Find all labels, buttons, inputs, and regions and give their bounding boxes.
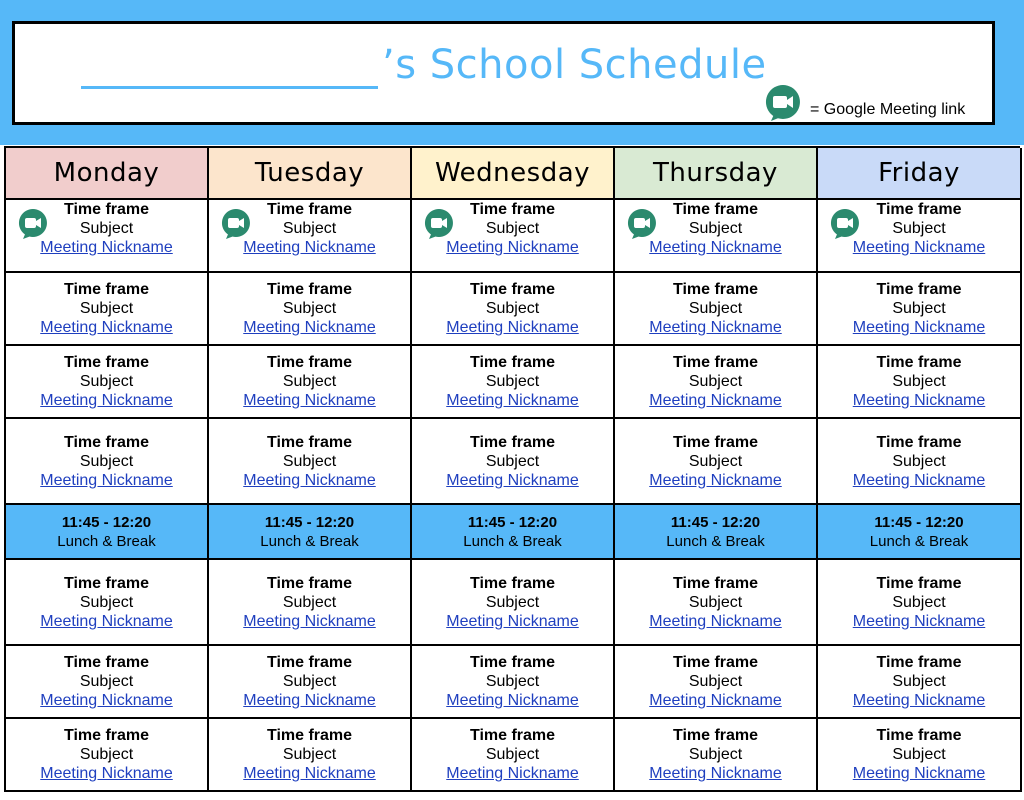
slot-content <box>446 433 579 490</box>
slot-content <box>40 433 173 490</box>
schedule-slot <box>6 419 209 505</box>
meeting-link[interactable]: Meeting Nickname <box>40 471 173 489</box>
meeting-link[interactable]: Meeting Nickname <box>40 765 173 782</box>
meeting-link[interactable]: Meeting Nickname <box>852 239 986 256</box>
schedule-slot <box>209 560 412 646</box>
schedule-slot <box>6 273 209 346</box>
meeting-link[interactable]: Meeting Nickname <box>852 392 986 409</box>
lunch-label: Lunch & Break <box>260 532 359 550</box>
slot-content <box>243 574 376 631</box>
time-frame: Time frame <box>63 354 150 371</box>
schedule-slot <box>818 646 1022 719</box>
schedule-slot <box>6 719 209 792</box>
title-box <box>12 21 995 125</box>
time-frame: Time frame <box>63 201 150 218</box>
time-frame: Time frame <box>876 354 962 371</box>
meeting-link[interactable]: Meeting Nickname <box>446 239 579 256</box>
time-frame: Time frame <box>469 354 556 371</box>
subject: Subject <box>485 673 540 690</box>
lunch-cell <box>615 505 818 560</box>
schedule-slot <box>209 419 412 505</box>
google-meet-icon <box>765 84 801 122</box>
subject: Subject <box>688 746 743 763</box>
time-frame: Time frame <box>266 574 353 592</box>
subject: Subject <box>485 300 540 317</box>
meeting-link[interactable]: Meeting Nickname <box>649 239 782 256</box>
time-frame: Time frame <box>266 201 353 218</box>
schedule-slot <box>6 560 209 646</box>
meeting-link[interactable]: Meeting Nickname <box>649 319 782 336</box>
slot-content <box>243 433 376 490</box>
meeting-link[interactable]: Meeting Nickname <box>243 471 376 489</box>
schedule-slot <box>818 346 1022 419</box>
subject: Subject <box>892 373 946 390</box>
meeting-link[interactable]: Meeting Nickname <box>852 692 986 709</box>
schedule-slot <box>818 200 1022 273</box>
slot-content <box>649 726 782 783</box>
meeting-link[interactable]: Meeting Nickname <box>649 471 782 489</box>
time-frame: Time frame <box>876 654 962 671</box>
name-blank-line <box>81 86 378 89</box>
time-frame: Time frame <box>672 281 759 298</box>
day-header-label: Monday <box>53 158 160 188</box>
meeting-link[interactable]: Meeting Nickname <box>852 612 986 630</box>
meeting-link[interactable]: Meeting Nickname <box>243 692 376 709</box>
day-header-label: Wednesday <box>434 158 591 188</box>
lunch-label: Lunch & Break <box>869 532 969 550</box>
day-header-wednesday <box>412 148 615 200</box>
meeting-link[interactable]: Meeting Nickname <box>243 392 376 409</box>
schedule-slot <box>615 419 818 505</box>
schedule-slot <box>615 719 818 792</box>
subject: Subject <box>282 746 337 763</box>
time-frame: Time frame <box>469 727 556 744</box>
time-frame: Time frame <box>876 574 962 592</box>
subject: Subject <box>892 300 946 317</box>
lunch-time: 11:45 - 12:20 <box>670 513 761 531</box>
google-meet-icon[interactable] <box>221 208 251 240</box>
time-frame: Time frame <box>266 281 353 298</box>
meeting-link[interactable]: Meeting Nickname <box>649 765 782 782</box>
day-header-label: Thursday <box>653 158 778 188</box>
lunch-time: 11:45 - 12:20 <box>61 513 152 531</box>
time-frame: Time frame <box>876 281 962 298</box>
subject: Subject <box>79 593 134 611</box>
slot-content <box>853 200 986 257</box>
day-header-thursday <box>615 148 818 200</box>
subject: Subject <box>485 373 540 390</box>
meeting-link[interactable]: Meeting Nickname <box>243 612 376 630</box>
slot-content <box>649 433 782 490</box>
day-header-friday <box>818 148 1022 200</box>
meeting-link[interactable]: Meeting Nickname <box>40 392 173 409</box>
schedule-slot <box>615 346 818 419</box>
meeting-link[interactable]: Meeting Nickname <box>243 765 376 782</box>
schedule-slot <box>209 646 412 719</box>
time-frame: Time frame <box>672 354 759 371</box>
meeting-link[interactable]: Meeting Nickname <box>243 319 376 336</box>
meeting-link[interactable]: Meeting Nickname <box>243 239 376 256</box>
subject: Subject <box>485 746 540 763</box>
slot-content <box>853 433 986 490</box>
subject: Subject <box>892 673 946 690</box>
time-frame: Time frame <box>672 654 759 671</box>
slot-content <box>243 726 376 783</box>
meeting-link[interactable]: Meeting Nickname <box>649 692 782 709</box>
meeting-link[interactable]: Meeting Nickname <box>446 692 579 709</box>
subject: Subject <box>79 452 134 470</box>
subject: Subject <box>892 746 946 763</box>
time-frame: Time frame <box>266 433 353 451</box>
schedule-slot <box>412 273 615 346</box>
google-meet-icon[interactable] <box>627 208 657 240</box>
slot-content <box>853 353 986 410</box>
meeting-link[interactable]: Meeting Nickname <box>446 319 579 336</box>
day-header-label: Friday <box>878 158 960 188</box>
legend-text: = Google Meeting link <box>810 101 966 118</box>
subject: Subject <box>282 452 337 470</box>
subject: Subject <box>688 300 743 317</box>
lunch-cell <box>412 505 615 560</box>
time-frame: Time frame <box>63 654 150 671</box>
meeting-link[interactable]: Meeting Nickname <box>852 471 986 489</box>
subject: Subject <box>282 373 337 390</box>
slot-content <box>853 653 986 710</box>
meeting-link[interactable]: Meeting Nickname <box>446 612 579 630</box>
lunch-label: Lunch & Break <box>666 532 765 550</box>
time-frame: Time frame <box>266 727 353 744</box>
subject: Subject <box>892 593 946 611</box>
meeting-link[interactable]: Meeting Nickname <box>852 319 986 336</box>
subject: Subject <box>282 673 337 690</box>
subject: Subject <box>282 300 337 317</box>
schedule-grid <box>4 146 1020 792</box>
header-band <box>0 0 1024 145</box>
google-meet-icon[interactable] <box>830 208 860 240</box>
google-meet-icon[interactable] <box>18 208 48 240</box>
lunch-cell <box>209 505 412 560</box>
subject: Subject <box>79 300 134 317</box>
slot-content <box>446 280 579 337</box>
schedule-slot <box>412 200 615 273</box>
slot-content <box>649 653 782 710</box>
schedule-slot <box>6 200 209 273</box>
meeting-link[interactable]: Meeting Nickname <box>446 471 579 489</box>
slot-content <box>40 726 173 783</box>
slot-content <box>243 653 376 710</box>
slot-content <box>40 653 173 710</box>
subject: Subject <box>688 593 743 611</box>
lunch-label: Lunch & Break <box>57 532 156 550</box>
time-frame: Time frame <box>63 281 150 298</box>
time-frame: Time frame <box>672 201 759 218</box>
time-frame: Time frame <box>876 727 962 744</box>
meeting-link[interactable]: Meeting Nickname <box>446 765 579 782</box>
slot-content <box>243 200 376 257</box>
schedule-slot <box>412 560 615 646</box>
slot-content <box>649 200 782 257</box>
schedule-slot <box>615 200 818 273</box>
time-frame: Time frame <box>672 433 759 451</box>
subject: Subject <box>282 220 337 237</box>
schedule-slot <box>818 419 1022 505</box>
time-frame: Time frame <box>63 727 150 744</box>
slot-content <box>853 280 986 337</box>
slot-content <box>649 353 782 410</box>
subject: Subject <box>688 373 743 390</box>
schedule-slot <box>615 646 818 719</box>
day-header-label: Tuesday <box>254 158 365 188</box>
subject: Subject <box>892 452 946 470</box>
subject: Subject <box>79 673 134 690</box>
subject: Subject <box>688 452 743 470</box>
time-frame: Time frame <box>672 574 759 592</box>
time-frame: Time frame <box>63 574 150 592</box>
slot-content <box>446 574 579 631</box>
subject: Subject <box>79 746 134 763</box>
time-frame: Time frame <box>469 281 556 298</box>
slot-content <box>649 574 782 631</box>
slot-content <box>446 353 579 410</box>
subject: Subject <box>688 220 743 237</box>
meeting-link[interactable]: Meeting Nickname <box>649 612 782 630</box>
lunch-time: 11:45 - 12:20 <box>264 513 355 531</box>
page-title: ’s School Schedule <box>382 42 767 88</box>
meeting-link[interactable]: Meeting Nickname <box>446 392 579 409</box>
slot-content <box>40 574 173 631</box>
schedule-slot <box>6 646 209 719</box>
google-meet-icon[interactable] <box>424 208 454 240</box>
slot-content <box>243 353 376 410</box>
time-frame: Time frame <box>876 433 962 451</box>
schedule-slot <box>412 646 615 719</box>
subject: Subject <box>79 373 134 390</box>
schedule-slot <box>209 719 412 792</box>
schedule-slot <box>209 200 412 273</box>
schedule-slot <box>209 273 412 346</box>
slot-content <box>40 353 173 410</box>
time-frame: Time frame <box>876 201 962 218</box>
slot-content <box>446 726 579 783</box>
time-frame: Time frame <box>672 727 759 744</box>
time-frame: Time frame <box>63 433 150 451</box>
time-frame: Time frame <box>469 654 556 671</box>
schedule-slot <box>615 560 818 646</box>
slot-content <box>649 280 782 337</box>
slot-content <box>446 653 579 710</box>
meeting-link[interactable]: Meeting Nickname <box>852 765 986 782</box>
subject: Subject <box>688 673 743 690</box>
subject: Subject <box>485 452 540 470</box>
schedule-slot <box>412 719 615 792</box>
lunch-time: 11:45 - 12:20 <box>467 513 558 531</box>
slot-content <box>40 200 173 257</box>
time-frame: Time frame <box>469 574 556 592</box>
slot-content <box>243 280 376 337</box>
schedule-slot <box>209 346 412 419</box>
subject: Subject <box>892 220 946 237</box>
schedule-slot <box>818 719 1022 792</box>
schedule-slot <box>412 419 615 505</box>
slot-content <box>40 280 173 337</box>
schedule-slot <box>6 346 209 419</box>
slot-content <box>853 726 986 783</box>
subject: Subject <box>282 593 337 611</box>
subject: Subject <box>485 593 540 611</box>
meeting-link[interactable]: Meeting Nickname <box>40 692 173 709</box>
schedule-slot <box>412 346 615 419</box>
slot-content <box>446 200 579 257</box>
day-header-monday <box>6 148 209 200</box>
time-frame: Time frame <box>266 354 353 371</box>
time-frame: Time frame <box>266 654 353 671</box>
schedule-slot <box>615 273 818 346</box>
meeting-link[interactable]: Meeting Nickname <box>649 392 782 409</box>
meeting-link[interactable]: Meeting Nickname <box>40 319 173 336</box>
lunch-time: 11:45 - 12:20 <box>874 513 964 531</box>
schedule-slot <box>818 560 1022 646</box>
lunch-cell <box>6 505 209 560</box>
day-header-tuesday <box>209 148 412 200</box>
schedule-slot <box>818 273 1022 346</box>
subject: Subject <box>79 220 134 237</box>
time-frame: Time frame <box>469 201 556 218</box>
subject: Subject <box>485 220 540 237</box>
meeting-link[interactable]: Meeting Nickname <box>40 612 173 630</box>
meeting-link[interactable]: Meeting Nickname <box>40 239 173 256</box>
lunch-label: Lunch & Break <box>463 532 562 550</box>
time-frame: Time frame <box>469 433 556 451</box>
lunch-cell <box>818 505 1022 560</box>
slot-content <box>853 574 986 631</box>
